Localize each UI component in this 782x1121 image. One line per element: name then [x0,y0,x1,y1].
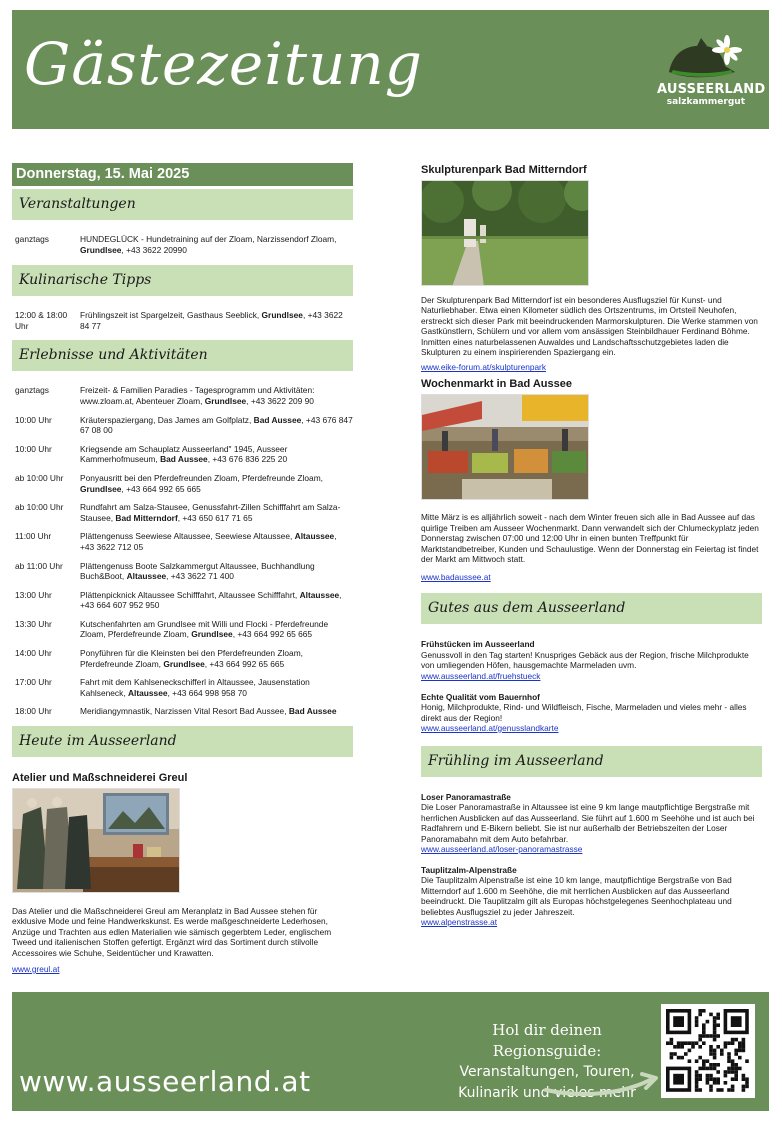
gutes-item-text: Genussvoll in den Tag starten! Knuspriges Gebäck aus der Region, frische Milchprodukte von umliegenden Höfen, hausgemachte Marmeladen uvm. [421,649,749,671]
markt-text: Mitte März is es alljährlich soweit - nach dem Winter freuen sich alle in Bad Aussee auf das quirlige Treiben am Ausseer Wochenmarkt. Dann verwandelt sich der Chlumeckyplatz jeden Donnerstag zwischen 07:00 und 12:00 Uhr in einen bunten Treffpunkt für Marktstandbetreiber, Kunden und Schaulustige. Wenn der Donnerstag ein Feiertag ist findet der Markt am Mittwoch statt. [421,512,759,565]
footer-url[interactable]: www.ausseerland.at [19,1065,311,1098]
fruehling-item-title: Loser Panoramastraße [421,791,511,802]
atelier-text: Das Atelier und die Maßschneiderei Greul am Meranplatz in Bad Aussee stehen für exklusive Mode und feine Handwerkskunst. Es werde maßgeschneiderte Lederhosen, Anzüge und Trachten aus edlen Materialien wie sämisch gegerbtem Leder, englischem Tweed und italienischen Stoffen gefertigt. Ergänzt wird das Sortiment durch stilvolle Accessoires wie Schuhe, Seidentücher und Krawatten. [12,906,332,958]
section-veranstaltungen: Veranstaltungen [12,189,353,220]
event-desc: Kräuterspaziergang, Das James am Golfplatz, Bad Aussee, +43 676 847 67 08 00 [80,414,353,436]
fruehling-item-link[interactable]: www.alpenstrasse.at [421,916,498,927]
guide-line-3: Kulinarik und vieles mehr [458,1085,636,1101]
gutes-item-link[interactable]: www.ausseerland.at/fruehstueck [421,670,541,681]
fruehling-item-text: Die Loser Panoramastraße in Altaussee ist eine 9 km lange mautpflichtige Bergstraße mit herrlichen Ausblicken auf das Ausseerland. Sie führt auf 1.600 m Seehöhe und ist auch bei Radfahrern und E-Bikern beliebt. Sie ist nur außerhalb der Betriebszeiten der Loser Panoramabahn mit dem Auto befahrbar. [421,802,755,844]
gutes-item-link[interactable]: www.ausseerland.at/genusslandkarte [421,722,559,733]
gutes-item-text: Honig, Milchprodukte, Rind- und Wildfleisch, Fische, Marmeladen und vieles mehr - alles direkt aus der Region! [421,702,747,723]
event-desc: Plättenpicknick Altaussee Schifffahrt, Altaussee Schifffahrt, Altaussee, +43 664 607 952 950 [80,589,342,611]
section-erlebnisse: Erlebnisse und Aktivitäten [12,340,353,371]
gutes-item-title: Echte Qualität vom Bauernhof [421,691,540,702]
section-heute: Heute im Ausseerland [12,726,353,757]
event-row [12,473,353,494]
event-time: 18:00 Uhr [15,706,52,717]
page-title: Gästezeitung [24,30,423,98]
markt-photo [421,394,589,500]
event-time: 13:30 Uhr [15,618,52,629]
veranstaltungen-list [12,234,353,265]
skulptur-photo [421,180,589,286]
atelier-photo [12,788,180,893]
section-gutes: Gutes aus dem Ausseerland [421,593,762,624]
gutes-item [421,639,762,680]
gutes-item [421,692,762,733]
event-desc: Frühlingszeit ist Spargelzeit, Gasthaus Seeblick, Grundlsee, +43 3622 84 77 [80,310,343,331]
footer-banner [12,992,769,1111]
event-time: 13:00 Uhr [15,589,52,600]
fruehling-item-text: Die Tauplitzalm Alpenstraße ist eine 10 km lange, mautpflichtige Bergstraße von Bad Mitterndorf auf 1.600 m Seehöhe, die mit herrlichen Ausblicken auf das Ausseerland beeindruckt. Die Tauplitzalm gilt als Europas höchstgelegenes Seenhochplateau und beliebtes Ausflugsziel zu jeder Jahreszeit. [421,875,732,917]
event-time: 11:00 Uhr [15,531,52,542]
event-desc: HUNDEGLÜCK - Hundetraining auf der Zloam, Narzissendorf Zloam, Grundlsee, +43 3622 20990 [80,234,337,255]
event-desc: Freizeit- & Familien Paradies - Tagesprogramm und Aktivitäten: www.zloam.at, Abenteuer Zloam, Grundlsee, +43 3622 209 90 [80,385,315,406]
right-column [421,163,762,927]
event-desc: Ponyausritt bei den Pferdefreunden Zloam, Pferdefreunde Zloam, Grundlsee, +43 664 992 65 665 [80,472,324,494]
event-row [12,531,353,552]
event-desc: Fahrt mit dem Kahlseneckschifferl in Altaussee, Jausenstation Kahlseneck, Altaussee, +43 664 998 958 70 [80,677,310,698]
event-time: ganztags [15,385,49,396]
event-time: 14:00 Uhr [15,648,52,659]
gutes-item-title: Frühstücken im Ausseerland [421,639,535,650]
fruehling-item [421,865,762,927]
logo-brand: AUSSEERLAND [657,82,766,97]
atelier-title: Atelier und Maßschneiderei Greul [12,772,188,785]
event-row [12,385,353,406]
event-time: 12:00 & 18:00 Uhr [15,310,68,331]
event-desc: Ponyführen für die Kleinsten bei den Pferdefreunden Zloam, Pferdefreunde Zloam, Grundlsee, +43 664 992 65 665 [80,648,304,669]
event-row [12,444,353,465]
fruehling-item [421,792,762,854]
event-time: 17:00 Uhr [15,677,52,688]
event-time: ganztags [15,234,49,244]
arrow-icon [542,1068,662,1098]
qr-code-icon [661,1004,755,1098]
hat-edelweiss-icon [657,32,747,84]
event-time: ab 11:00 Uhr [15,560,63,571]
header-banner [12,10,769,129]
event-row [12,619,353,640]
skulptur-link[interactable]: www.eike-forum.at/skulpturenpark [421,362,546,373]
event-desc: Rundfahrt am Salza-Stausee, Genussfahrt-Zillen Schifffahrt am Salza-Stausee, Bad Mitterndorf, +43 650 617 71 65 [80,502,341,523]
atelier-image [13,789,180,893]
event-desc: Plättengenuss Seewiese Altaussee, Seewiese Altaussee, Altaussee, +43 3622 712 05 [80,531,337,552]
event-row [12,234,353,255]
guide-line-2: Veranstaltungen, Touren, [459,1064,635,1080]
left-column [12,163,353,974]
markt-image [422,395,589,500]
fruehling-item-title: Tauplitzalm-Alpenstraße [421,864,517,875]
event-row [12,415,353,436]
event-row [12,561,353,582]
fruehling-item-link[interactable]: www.ausseerland.at/loser-panoramastrasse [421,843,583,854]
logo-sub: salzkammergut [666,97,745,107]
event-row [12,648,353,669]
event-time: 10:00 Uhr [15,414,52,425]
event-row [12,590,353,611]
kulinarisch-list [12,310,353,340]
event-row [12,706,353,717]
event-row [12,677,353,698]
skulptur-title: Skulpturenpark Bad Mitterndorf [421,164,587,176]
event-row [12,502,353,523]
event-time: ab 10:00 Uhr [15,472,64,483]
event-time: 10:00 Uhr [15,443,52,454]
qr-code[interactable] [661,1004,755,1098]
section-kulinarisch: Kulinarische Tipps [12,265,353,296]
markt-link[interactable]: www.badaussee.at [421,572,491,583]
section-fruehling: Frühling im Ausseerland [421,746,762,777]
markt-title: Wochenmarkt in Bad Aussee [421,378,572,391]
event-row [12,310,353,331]
skulptur-image [422,181,589,286]
event-time: ab 10:00 Uhr [15,502,64,513]
atelier-link[interactable]: www.greul.at [12,964,60,975]
skulptur-text: Der Skulpturenpark Bad Mitterndorf ist ein besonderes Ausflugsziel für Kunst- und Naturliebhaber. Etwa einen Kilometer südlich des Ortszentrums, im Ortsteil Neuhofen, erstreckt sich dieser Park mit beeindruckenden Marmorskulpturen. Die Werke stammen von Gastkünstlern, Schülern und vor allem vom ansässigen Steinbildhauer Ferdinand Böhme. Inmitten eines naturbelassenen Auwaldes und Landschaftsschutzgebietes laden die Skulpturen zu einem inspirierenden Spaziergang ein. [421,295,758,358]
date-heading: Donnerstag, 15. Mai 2025 [12,163,353,186]
event-desc: Kriegsende am Schauplatz Ausseerland" 1945, Ausseer Kammerhofmuseum, Bad Aussee, +43 676 836 225 20 [80,443,288,465]
erlebnisse-list [12,385,353,726]
event-desc: Meridiangymnastik, Narzissen Vital Resort Bad Aussee, Bad Aussee [80,706,337,717]
ausseerland-logo[interactable] [657,32,766,114]
guide-line-1: Hol dir deinen Regionsguide: [492,1021,602,1060]
event-desc: Plättengenuss Boote Salzkammergut Altaussee, Buchhandlung Buch&Boot, Altaussee, +43 3622 71 400 [80,560,315,582]
event-desc: Kutschenfahrten am Grundlsee mit Willi und Flocki - Pferdefreunde Zloam, Pferdefreunde Zloam, Grundlsee, +43 664 992 65 665 [80,618,329,640]
